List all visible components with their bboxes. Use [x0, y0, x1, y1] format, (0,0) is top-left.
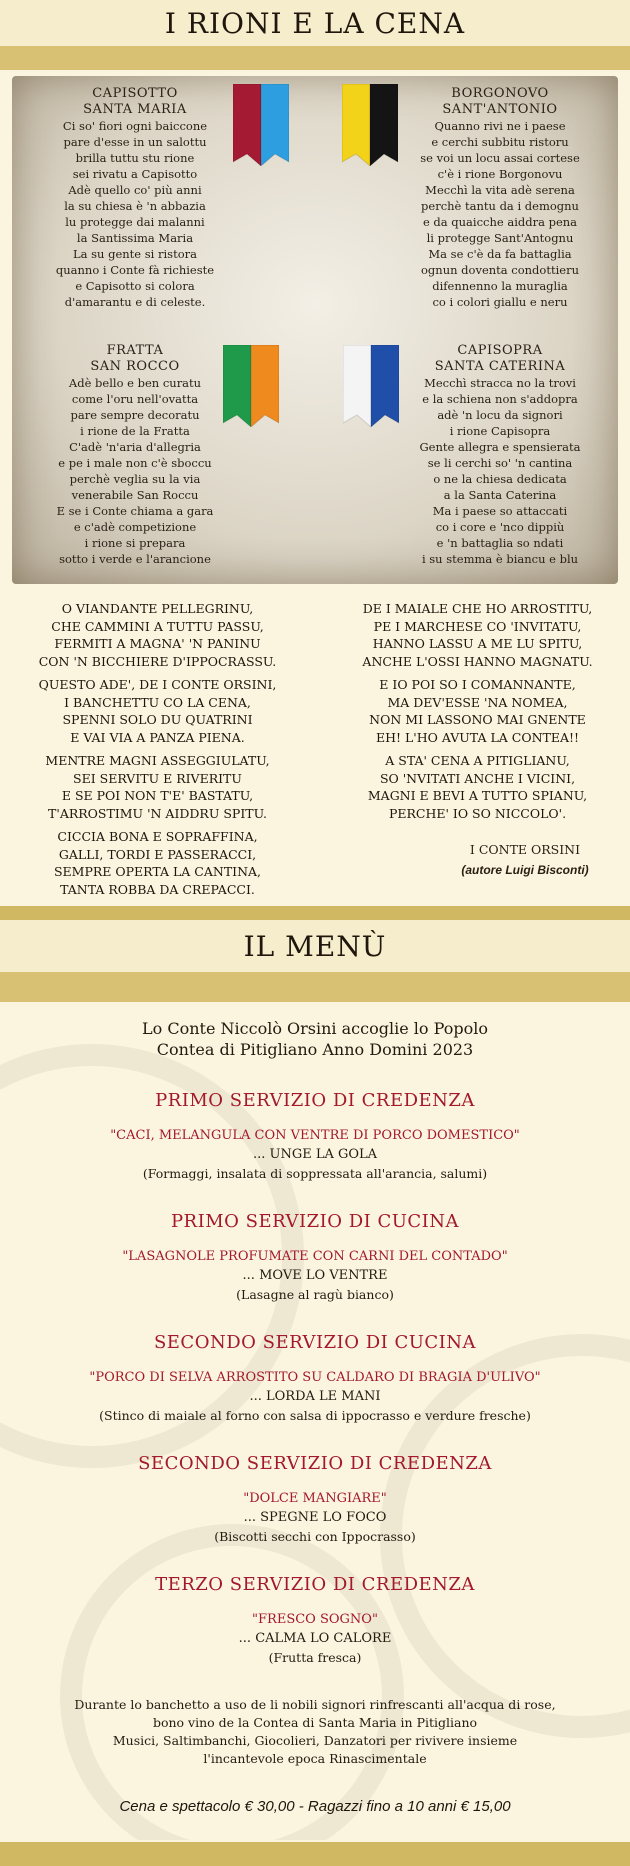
course-dish: "PORCO DI SELVA ARROSTITO SU CALDARO DI BRAGIA D'ULIVO"	[89, 1370, 541, 1385]
rione-name: FRATTA	[106, 343, 164, 358]
rione-verse-line: e pe i male non c'è sboccu	[58, 456, 212, 470]
poem-line: NON MI LASSONO MAI GNENTE	[369, 712, 586, 727]
rione-verse-line: a la Santa Caterina	[443, 488, 557, 502]
menu-note-line: Durante lo banchetto a uso de li nobili signori rinfrescanti all'acqua di rose,	[74, 1697, 556, 1712]
poem-line: QUESTO ADE', DE I CONTE ORSINI,	[38, 677, 277, 692]
course-effect: ... CALMA LO CALORE	[238, 1631, 392, 1646]
rione-verse-line: come l'oru nell'ovatta	[71, 392, 199, 406]
rione-verse-line: Adè bello e ben curatu	[68, 376, 202, 390]
poem-line: EH! L'HO AVUTA LA CONTEA!!	[375, 729, 580, 745]
rione-verse-line: Mecchì stracca no la trovi	[424, 376, 576, 390]
poem-line: MAGNI E BEVI A TUTTO SPIANU,	[367, 788, 588, 803]
rione-verse-line: Gente allegra e spensierata	[419, 440, 581, 454]
course-section-title: PRIMO SERVIZIO DI CUCINA	[170, 1211, 460, 1232]
rione-verse-line: co i core e 'nco dippiù	[435, 520, 565, 534]
rione-verse-line: Mecchì la vita adè serena	[425, 183, 575, 197]
poem-line: HANNO LASSU A ME LU SPITU,	[372, 636, 583, 651]
poem-stanza	[335, 600, 620, 670]
poem-line: CICCIA BONA E SOPRAFFINA,	[57, 829, 258, 844]
course-section-title: SECONDO SERVIZIO DI CUCINA	[153, 1332, 477, 1353]
poem-line: SPENNI SOLO DU QUATRINI	[62, 712, 253, 727]
rione-verse-line: se voi un locu assai cortese	[420, 151, 580, 165]
rione-verse-line: d'amarantu e di celeste.	[64, 295, 206, 309]
rione-verse-line: quanno i Conte fà richieste	[55, 263, 215, 277]
poem-line: PERCHE' IO SO NICCOLO'.	[388, 805, 567, 821]
rione-verse-line: pare d'esse in un salottu	[63, 135, 207, 149]
course-section-title: SECONDO SERVIZIO DI CREDENZA	[138, 1453, 492, 1474]
rione-verse-line: lu protegge dai malanni	[65, 215, 205, 229]
rione-verse-line: La su gente si ristora	[73, 247, 197, 261]
rione-verse-line: ognun doventa condottieru	[421, 263, 579, 277]
menu-note	[0, 1696, 630, 1768]
rione-verse-line: la Santissima Maria	[76, 231, 194, 245]
course-effect: ... SPEGNE LO FOCO	[243, 1510, 387, 1525]
menu-note-line: Musici, Saltimbanchi, Giocolieri, Danzatori per rivivere insieme	[112, 1733, 518, 1748]
poem-line: DE I MAIALE CHE HO ARROSTITU,	[362, 601, 593, 616]
poem-stanza	[10, 676, 305, 746]
course-dish: "DOLCE MANGIARE"	[243, 1491, 387, 1506]
rione-verse-line: i su stemma è biancu e blu	[421, 552, 579, 566]
menu-intro-line: Lo Conte Niccolò Orsini accoglie lo Popolo	[142, 1019, 488, 1038]
poem-line: GALLI, TORDI E PASSERACCI,	[58, 846, 257, 862]
rione-verse-line: e 'n battaglia so ndati	[436, 536, 564, 550]
rione-verse-line: e da quaicche aiddra pena	[422, 215, 578, 229]
poem-line: A STA' CENA A PITIGLIANU,	[385, 753, 570, 768]
rione-verse-line: li protegge Sant'Antognu	[426, 231, 574, 245]
rione-capisopra	[385, 343, 615, 567]
rione-verse-line: E se i Conte chiama a gara	[56, 504, 214, 518]
poem-line: T'ARROSTIMU 'N AIDDRU SPITU.	[48, 805, 267, 821]
rione-borgonovo	[385, 86, 615, 310]
poem-left	[10, 600, 305, 904]
rione-verse-line: Ma se c'è da fa battaglia	[428, 247, 572, 261]
gold-band-menu	[0, 972, 630, 1002]
poem-line: SO 'NVITATI ANCHE I VICINI,	[379, 770, 576, 786]
course-description: (Formaggi, insalata di soppressata all'arancia, salumi)	[142, 1166, 488, 1181]
rione-name: CAPISOTTO	[92, 86, 178, 101]
poem-line: SEMPRE OPERTA LA CANTINA,	[53, 864, 262, 879]
signature: I CONTE ORSINI	[469, 842, 581, 857]
rione-verse-line: Ma i paese so attaccati	[432, 504, 568, 518]
poem-line: TANTA ROBBA DA CREPACCI.	[60, 881, 255, 897]
rione-verse-line: Adè quello co' più anni	[68, 183, 202, 197]
course-effect: ... UNGE LA GOLA	[252, 1147, 378, 1162]
rione-fratta	[20, 343, 250, 567]
poem-stanza	[10, 752, 305, 822]
poem-right	[335, 600, 620, 828]
course-section-title: TERZO SERVIZIO DI CREDENZA	[155, 1574, 475, 1595]
rione-verse-line: sotto i verde e l'arancione	[59, 552, 211, 566]
rione-verse-line: co i colori giallu e neru	[432, 295, 568, 309]
rione-verse-line: e Capisotto si colora	[75, 279, 195, 293]
rione-name: CAPISOPRA	[457, 343, 543, 358]
poem-line: SEI SERVITU E RIVERITU	[73, 770, 242, 786]
poem-line: CON 'N BICCHIERE D'IPPOCRASSU.	[38, 653, 277, 669]
rione-verse-line: o ne la chiesa dedicata	[433, 472, 567, 486]
course-effect: ... LORDA LE MANI	[249, 1389, 381, 1404]
rione-verse-line: e la schiena non s'addopra	[422, 392, 578, 406]
course-description: (Stinco di maiale al forno con salsa di ippocrasso e verdure fresche)	[99, 1408, 531, 1423]
course-dish: "LASAGNOLE PROFUMATE CON CARNI DEL CONTADO"	[122, 1249, 508, 1264]
course-dish: "FRESCO SOGNO"	[252, 1612, 378, 1627]
rione-name: SANT'ANTONIO	[442, 102, 558, 117]
poem-line: MENTRE MAGNI ASSEGGIULATU,	[45, 753, 270, 768]
rione-verse-line: sei rivatu a Capisotto	[72, 167, 198, 181]
rione-verse-line: Quanno rivi ne i paese	[434, 119, 566, 133]
gold-band-bottom	[0, 1842, 630, 1866]
menu-intro-line: Contea di Pitigliano Anno Domini 2023	[156, 1040, 474, 1059]
course-description: (Biscotti secchi con Ippocrasso)	[214, 1529, 416, 1544]
rione-verse-line: c'è i rione Borgonovu	[437, 167, 563, 181]
course-description: (Lasagne al ragù bianco)	[236, 1287, 394, 1302]
poem-line: ANCHE L'OSSI HANNO MAGNATU.	[362, 653, 593, 669]
poem-stanza	[335, 676, 620, 746]
rione-verse-line: perchè veglia su la via	[69, 472, 201, 486]
gold-band-mid	[0, 906, 630, 920]
rione-verse-line: C'adè 'n'aria d'allegria	[69, 440, 201, 454]
course-dish: "CACI, MELANGULA CON VENTRE DI PORCO DOMESTICO"	[110, 1128, 520, 1143]
course-description: (Frutta fresca)	[268, 1650, 362, 1665]
rione-name: BORGONOVO	[451, 86, 549, 101]
rione-name: SANTA MARIA	[83, 102, 187, 117]
title-bar	[0, 0, 630, 46]
author: (autore Luigi Bisconti)	[461, 863, 589, 877]
rione-verse-line: i rione si prepara	[84, 536, 186, 550]
rione-name: SAN ROCCO	[90, 359, 180, 374]
poem-line: E SE POI NON T'E' BASTATU,	[61, 788, 254, 803]
rione-verse-line: perchè tantu da i demognu	[421, 199, 579, 213]
poem-stanza	[10, 828, 305, 898]
menu-note-line: bono vino de la Contea di Santa Maria in Pitigliano	[152, 1715, 478, 1730]
course-section-title: PRIMO SERVIZIO DI CREDENZA	[155, 1090, 475, 1111]
poem-line: MA DEV'ESSE 'NA NOMEA,	[387, 694, 568, 710]
menu-intro	[0, 1018, 630, 1060]
gold-band-top	[0, 46, 630, 70]
poem-line: E VAI VIA A PANZA PIENA.	[70, 729, 245, 745]
poem-line: FERMITI A MAGNA' 'N PANINU	[54, 636, 261, 651]
rione-verse-line: se li cerchi so' 'n cantina	[427, 456, 573, 470]
rione-verse-line: e c'adè competizione	[73, 520, 197, 534]
rione-verse-line: i rione Capisopra	[449, 424, 551, 438]
poem-line: CHE CAMMINI A TUTTU PASSU,	[51, 618, 264, 634]
rione-verse-line: pare sempre decoratu	[70, 408, 200, 422]
rione-verse-line: Ci so' fiori ogni baiccone	[62, 119, 208, 133]
rione-verse-line: brilla tuttu stu rione	[75, 151, 195, 165]
price: Cena e spettacolo € 30,00 - Ragazzi fino a 10 anni € 15,00	[119, 1798, 511, 1815]
poem-line: E IO POI SO I COMANNANTE,	[379, 677, 576, 692]
rione-verse-line: i rione de la Fratta	[80, 424, 190, 438]
poem-stanza	[10, 600, 305, 670]
rione-capisotto	[20, 86, 250, 310]
poem-line: PE I MARCHESE CO 'INVITATU,	[373, 618, 582, 634]
rione-verse-line: venerabile San Roccu	[71, 488, 199, 502]
course-effect: ... MOVE LO VENTRE	[242, 1268, 388, 1283]
rione-verse-line: adè 'n locu da signori	[437, 408, 563, 422]
menu-note-line: l'incantevole epoca Rinascimentale	[203, 1751, 427, 1766]
poem-stanza	[335, 752, 620, 822]
menu-title-bar	[0, 920, 630, 972]
poem-line: I BANCHETTU CO LA CENA,	[64, 694, 251, 710]
rione-verse-line: la su chiesa è 'n abbazia	[64, 199, 206, 213]
page-title: I RIONI E LA CENA	[164, 6, 466, 40]
menu-title: IL MENÙ	[243, 929, 387, 963]
rione-verse-line: e cerchi subbitu ristoru	[431, 135, 569, 149]
rione-verse-line: difennenno la muraglia	[432, 279, 568, 293]
rione-name: SANTA CATERINA	[434, 359, 566, 374]
poem-line: O VIANDANTE PELLEGRINU,	[61, 601, 254, 616]
